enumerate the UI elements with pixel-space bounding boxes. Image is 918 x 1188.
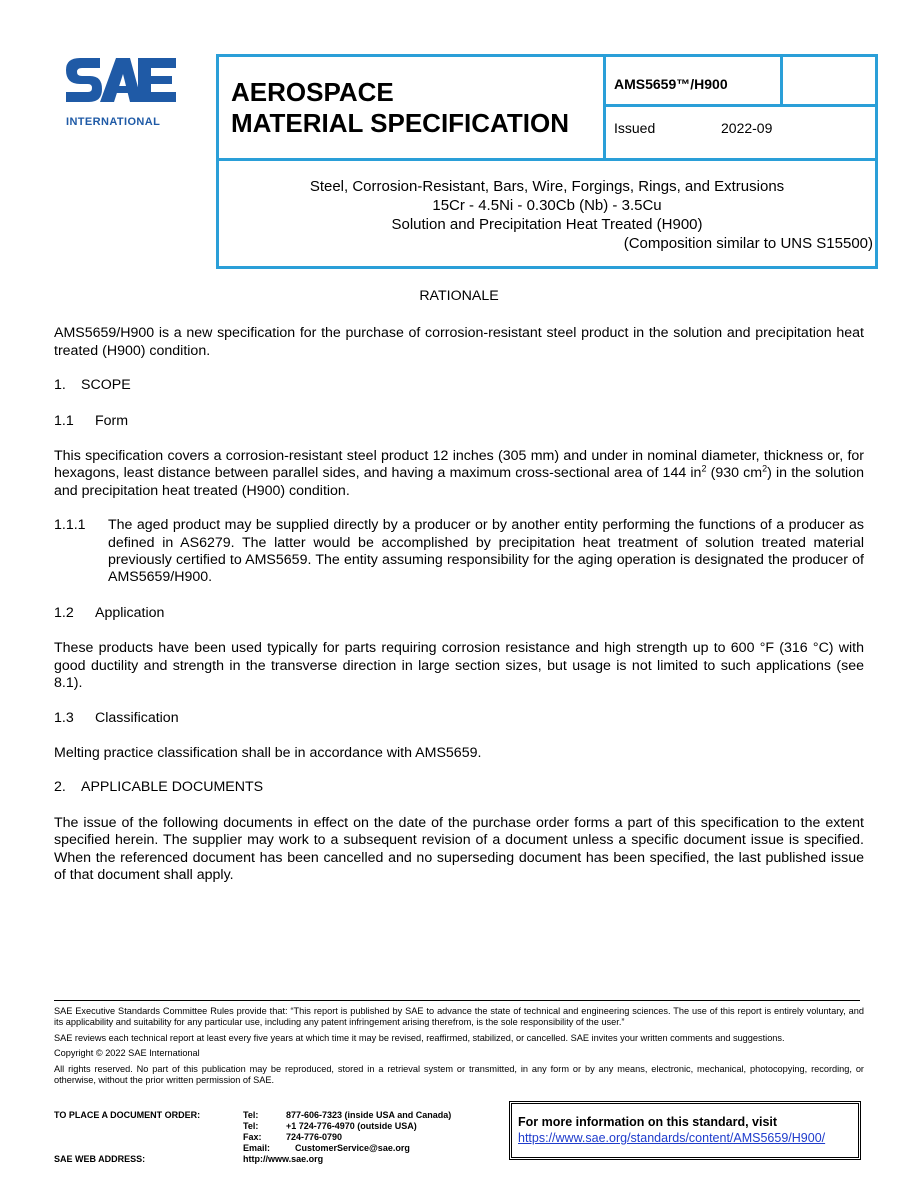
document-body: [54, 288, 864, 884]
order-label: TO PLACE A DOCUMENT ORDER:: [54, 1110, 201, 1120]
fax-value: 724-776-0790: [286, 1132, 343, 1142]
tel-label: Tel:: [243, 1110, 259, 1120]
classification-text: Melting practice classification shall be in accordance with AMS5659.: [54, 744, 482, 761]
issued-label: Issued: [614, 120, 656, 136]
section-heading-scope: 1. SCOPE: [54, 377, 131, 394]
application-text: These products have been used typically for parts requiring corrosion resistance and high strength up to 600 °F (316 °C) with good ductility and strength in the transverse direction in large section sizes, but usage is not limited to such applications (see 8.1).: [54, 640, 864, 692]
section-heading-classification: 1.3 Classification: [54, 709, 179, 726]
standard-url-link[interactable]: https://www.sae.org/standards/content/AMS5659/H900/: [518, 1131, 826, 1145]
description-line: (Composition similar to UNS S15500): [623, 235, 873, 252]
subsection-1-1-1: 1.1.1 The aged product may be supplied directly by a producer or by another entity performing the functions of a producer as defined in AS6279. The latter would be accomplished by precipitation heat treatment of solution treated material previously certified to AMS5659. The entity assuming responsibility for the aging operation is designated the producer of AMS5659/H900.: [54, 517, 864, 586]
tel-value: 877-606-7323 (inside USA and Canada): [286, 1110, 452, 1120]
section-heading-applicable-documents: 2. APPLICABLE DOCUMENTS: [54, 779, 264, 796]
form-text: This specification covers a corrosion-resistant steel product 12 inches (305 mm) and under in nominal diameter, thickness or, for hexagons, least distance between parallel sides, and having a maximum cross-sectional area of 144 $in^2$ (930 $cm^2$) in the solution and precipitation heat treated (H900) condition.: [54, 448, 864, 499]
footer-divider: [54, 1000, 860, 1001]
spec-description: [219, 177, 875, 253]
footer-paragraph: SAE Executive Standards Committee Rules provide that: “This report is published by SAE to advance the state of technical and engineering sciences. The use of this report is entirely voluntary, and its applicability and suitability for any particular use, including any patent infringement arising therefrom, is the sole responsibility of the user.”: [54, 1006, 864, 1028]
description-line: Steel, Corrosion-Resistant, Bars, Wire, Forgings, Rings, and Extrusions: [309, 178, 785, 195]
spec-number: AMS5659™/H900: [614, 76, 728, 92]
tel-label: Tel:: [243, 1121, 259, 1131]
tel-value: +1 724-776-4970 (outside USA): [286, 1121, 417, 1131]
section-heading-application: 1.2 Application: [54, 604, 165, 621]
header-divider: [219, 158, 875, 161]
section-heading-form: 1.1 Form: [54, 412, 129, 429]
email-label: Email:: [243, 1143, 271, 1153]
fax-label: Fax:: [243, 1132, 262, 1142]
more-info-title: For more information on this standard, visit: [518, 1115, 778, 1129]
header-divider: [603, 104, 878, 107]
logo-text: INTERNATIONAL: [66, 116, 161, 128]
footer-paragraph: All rights reserved. No part of this publication may be reproduced, stored in a retrieval system or transmitted, in any form or by any means, electronic, mechanical, photocopying, recording, or otherwise, without the prior written permission of SAE.: [54, 1063, 864, 1086]
footer-paragraph: SAE reviews each technical report at least every five years at which time it may be revised, reaffirmed, stabilized, or cancelled. SAE invites your written comments and suggestions.: [54, 1032, 785, 1043]
header-box: [216, 54, 878, 269]
web-address-link[interactable]: http://www.sae.org: [243, 1154, 324, 1164]
rationale-text: AMS5659/H900 is a new specification for the purchase of corrosion-resistant steel product in the solution and precipitation heat treated (H900) condition.: [54, 325, 864, 359]
footer-notices: [54, 1006, 864, 1090]
footer-paragraph: Copyright © 2022 SAE International: [54, 1048, 200, 1059]
title-line: AEROSPACE: [231, 77, 394, 107]
header-divider: [603, 57, 606, 161]
title-line: MATERIAL SPECIFICATION: [231, 108, 569, 138]
web-label: SAE WEB ADDRESS:: [54, 1154, 146, 1164]
description-line: 15Cr - 4.5Ni - 0.30Cb (Nb) - 3.5Cu: [432, 197, 662, 214]
header-divider: [780, 57, 783, 107]
applicable-documents-text: The issue of the following documents in effect on the date of the purchase order forms a part of this specification to the extent specified herein. The supplier may work to a subsequent revision of a document unless a specific document issue is specified. When the referenced document has been cancelled and no superseding document has been specified, the last published issue of that document shall apply.: [54, 814, 864, 883]
issued-date: 2022-09: [721, 120, 773, 136]
description-line: Solution and Precipitation Heat Treated (H900): [391, 216, 703, 233]
rationale-heading: RATIONALE: [419, 288, 499, 304]
email-value[interactable]: CustomerService@sae.org: [295, 1143, 410, 1153]
document-type-title: [231, 77, 569, 139]
more-info-box: [509, 1101, 861, 1160]
